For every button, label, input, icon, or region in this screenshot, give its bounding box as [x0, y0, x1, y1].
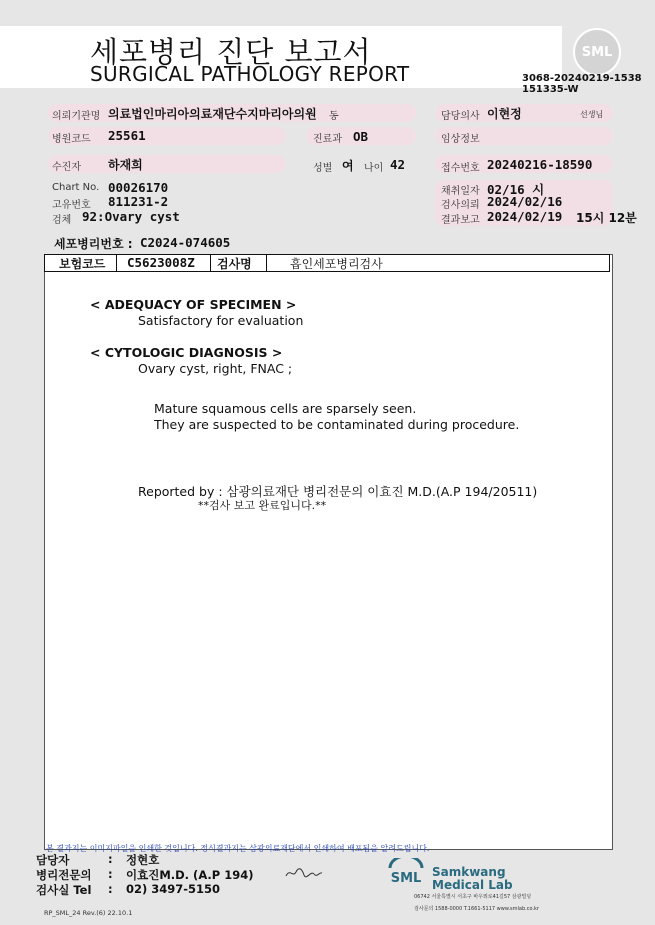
reported-by: Reported by : 삼광의료재단 병리전문의 이효진 M.D.(A.P 194/20511) [138, 484, 538, 499]
finding-line-2: They are suspected to be contaminated during procedure. [154, 417, 520, 432]
diagnosis-text: Ovary cyst, right, FNAC ; [138, 361, 293, 376]
lab-name-line1: Samkwang [432, 865, 506, 879]
svg-text:SML: SML [390, 871, 422, 886]
dept-label: 진료과 [313, 134, 342, 145]
unique-label: 고유번호 [52, 200, 91, 211]
unique-value: 811231-2 [108, 194, 169, 209]
sml-brand-logo-icon [386, 858, 426, 888]
collect-label: 채취일자 [441, 186, 480, 197]
staff-value: 정현호 [126, 853, 160, 867]
pathologist-value: 이효진M.D. (A.P 194) [126, 868, 254, 882]
chart-label: Chart No. [52, 182, 100, 193]
code-row [44, 254, 610, 272]
insurance-code-label: 보험코드 [59, 257, 106, 271]
specimen-value: 92:Ovary cyst [82, 209, 180, 224]
pathologist-label: 병리전문의 [36, 868, 92, 882]
document-id-line2: 151335-W [522, 84, 579, 95]
lab-contact: 검사문의 1588-0000 T.1661-5117 www.smlab.co.kr [414, 906, 539, 912]
tel-value: 02) 3497-5150 [126, 882, 221, 896]
lab-name [432, 866, 513, 892]
request-value: 2024/02/16 [487, 194, 563, 209]
document-id-line1: 3068-20240219-1538 [522, 73, 642, 84]
cyto-number-value: C2024-074605 [140, 235, 231, 250]
collect-value: 02/16 시 [487, 182, 545, 197]
hospital-code-label: 병원코드 [52, 134, 91, 145]
code-row-divider [116, 255, 117, 271]
image-notice: 본 결과지는 이미지파일을 인쇄한 것입니다. 정식결과지는 삼광의료재단에서 인쇄하여 배포됨을 알려드립니다. [46, 844, 430, 853]
test-name-value: 흡인세포병리검사 [290, 257, 383, 271]
cyto-number-label: 세포병리번호 : [54, 237, 133, 251]
sex-label: 성별 [313, 163, 333, 174]
age-value: 42 [390, 157, 406, 172]
lab-address: 06742 서울특별시 서초구 바우뫼로41길57 삼광빌딩 [414, 894, 532, 900]
code-row-divider [210, 255, 211, 271]
adequacy-text: Satisfactory for evaluation [138, 313, 304, 328]
clinical-label: 임상정보 [441, 134, 480, 145]
hospital-code-value: 25561 [108, 128, 146, 143]
report-complete: **검사 보고 완료입니다.** [198, 499, 327, 512]
doctor-label: 담당의사 [441, 111, 480, 122]
doctor-suffix: 선생님 [580, 110, 604, 119]
specimen-label: 검체 [52, 215, 72, 226]
result-time: 15시 12분 [576, 211, 637, 225]
staff-colon: : [108, 852, 113, 866]
sex-value: 여 [342, 159, 354, 173]
ward-label: 동 [329, 111, 339, 122]
age-label: 나이 [364, 163, 384, 174]
result-value: 2024/02/19 [487, 209, 563, 224]
receipt-label: 접수번호 [441, 163, 480, 174]
tel-label: 검사실 Tel [36, 883, 92, 897]
test-name-label: 검사명 [217, 257, 252, 271]
doctor-value: 이현정 [487, 107, 522, 121]
lab-name-line2: Medical Lab [432, 878, 513, 892]
adequacy-heading: < ADEQUACY OF SPECIMEN > [90, 297, 297, 312]
diagnosis-heading: < CYTOLOGIC DIAGNOSIS > [90, 345, 283, 360]
sml-logo-icon: SML [573, 28, 621, 76]
request-label: 검사의뢰 [441, 200, 480, 211]
pathologist-colon: : [108, 867, 113, 881]
result-label: 결과보고 [441, 215, 480, 226]
staff-label: 담당자 [36, 853, 70, 867]
patient-pill [48, 155, 286, 173]
tel-colon: : [108, 882, 113, 896]
receipt-value: 20240216-18590 [487, 157, 593, 172]
patient-value: 하재희 [108, 158, 143, 172]
report-title-korean: 세포병리 진단 보고서 [90, 35, 372, 69]
chart-value: 00026170 [108, 180, 169, 195]
report-body [44, 254, 613, 850]
institution-value: 의료법인마리아의료재단수지마리아의원 [108, 107, 317, 121]
insurance-code-value: C5623008Z [127, 255, 195, 270]
report-title-english: SURGICAL PATHOLOGY REPORT [90, 62, 410, 86]
dept-value: OB [353, 129, 369, 144]
form-id: RP_SML_24 Rev.(6) 22.10.1 [44, 909, 133, 917]
patient-label: 수진자 [52, 162, 81, 173]
signature-icon [284, 866, 324, 880]
finding-line-1: Mature squamous cells are sparsely seen. [154, 401, 417, 416]
institution-label: 의뢰기관명 [52, 111, 101, 122]
code-row-divider [266, 255, 267, 271]
